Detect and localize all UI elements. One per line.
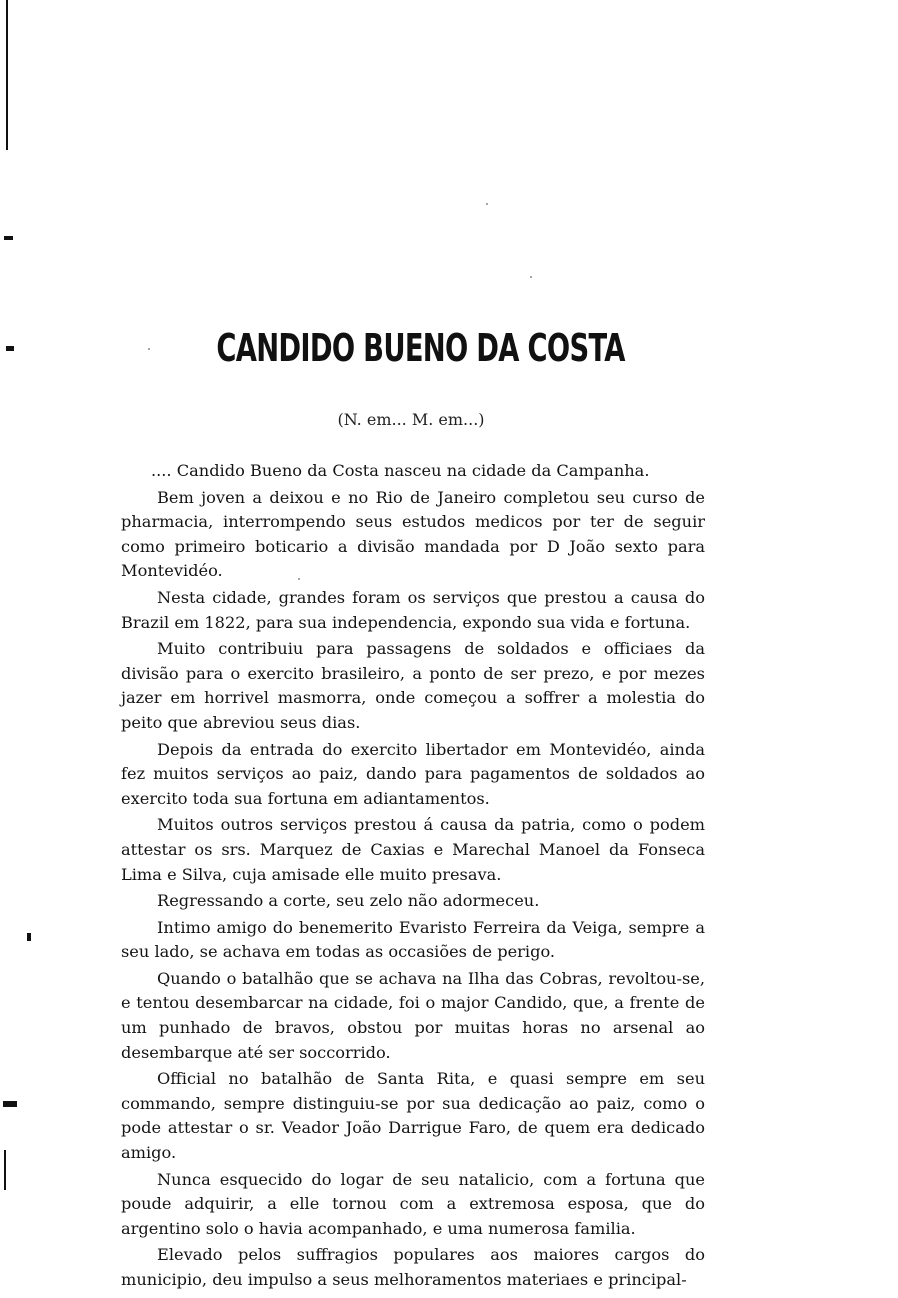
paragraph: .... Candido Bueno da Costa nasceu na cidade da Campanha.: [151, 461, 650, 480]
paragraph: Nunca esquecido do logar de seu natalicio, com a fortuna que poude adquirir, a elle tornou com a extremosa esposa, que do argentino solo o havia acompanhado, e uma numerosa familia.: [121, 1169, 705, 1238]
page-subtitle: (N. em... M. em...): [337, 410, 485, 429]
scan-speck: [486, 203, 488, 205]
paragraph: Official no batalhão de Santa Rita, e quasi sempre em seu commando, sempre distinguiu-se por sua dedicação ao paiz, como o pode attestar o sr. Veador João Darrigue Faro, de quem era dedicado amigo.: [121, 1069, 705, 1163]
left-edge-mark: [4, 236, 13, 240]
paragraph: Bem joven a deixou e no Rio de Janeiro completou seu curso de pharmacia, interrompendo seus estudos medicos por ter de seguir como primeiro boticario a divisão mandada por D João sexto para Montevidéo.: [121, 487, 705, 581]
scan-speck: [530, 276, 532, 278]
paragraph: Intimo amigo do benemerito Evaristo Ferreira da Veiga, sempre a seu lado, se achava em todas as occasiões de perigo.: [121, 917, 705, 962]
paragraph: Regressando a corte, seu zelo não adormeceu.: [157, 891, 540, 911]
paragraph: Quando o batalhão que se achava na Ilha das Cobras, revoltou-se, e tentou desembarcar na cidade, foi o major Candido, que, a frente de um punhado de bravos, obstou por muitas horas no arsenal ao desembarque até ser soccorrido.: [121, 968, 705, 1062]
paragraph: Nesta cidade, grandes foram os serviços que prestou a causa do Brazil em 1822, para sua independencia, expondo sua vida e fortuna.: [121, 587, 705, 632]
left-edge-mark: [3, 1101, 17, 1107]
paragraph: Depois da entrada do exercito libertador em Montevidéo, ainda fez muitos serviços ao paiz, dando para pagamentos de soldados ao exercito toda sua fortuna em adiantamentos.: [121, 739, 705, 808]
paragraph: Muito contribuiu para passagens de soldados e officiaes da divisão para o exercito brasileiro, a ponto de ser prezo, e por mezes jazer em horrivel masmorra, onde começou a soffrer a molestia do peito que abreviou seus dias.: [121, 639, 705, 732]
left-edge-line: [6, 0, 8, 150]
paragraph: Elevado pelos suffragios populares aos maiores cargos do municipio, deu impulso a seus melhoramentos materiaes e principal-: [121, 1245, 705, 1289]
paragraph: Muitos outros serviços prestou á causa da patria, como o podem attestar os srs. Marquez de Caxias e Marechal Manoel da Fonseca Lima e Silva, cuja amisade elle muito presava.: [121, 815, 705, 884]
page-title: CANDIDO BUENO DA COSTA: [216, 326, 625, 370]
left-edge-line: [4, 1150, 6, 1190]
biography-text: [121, 459, 705, 1295]
left-edge-mark: [27, 933, 31, 941]
left-edge-mark: [6, 346, 14, 351]
